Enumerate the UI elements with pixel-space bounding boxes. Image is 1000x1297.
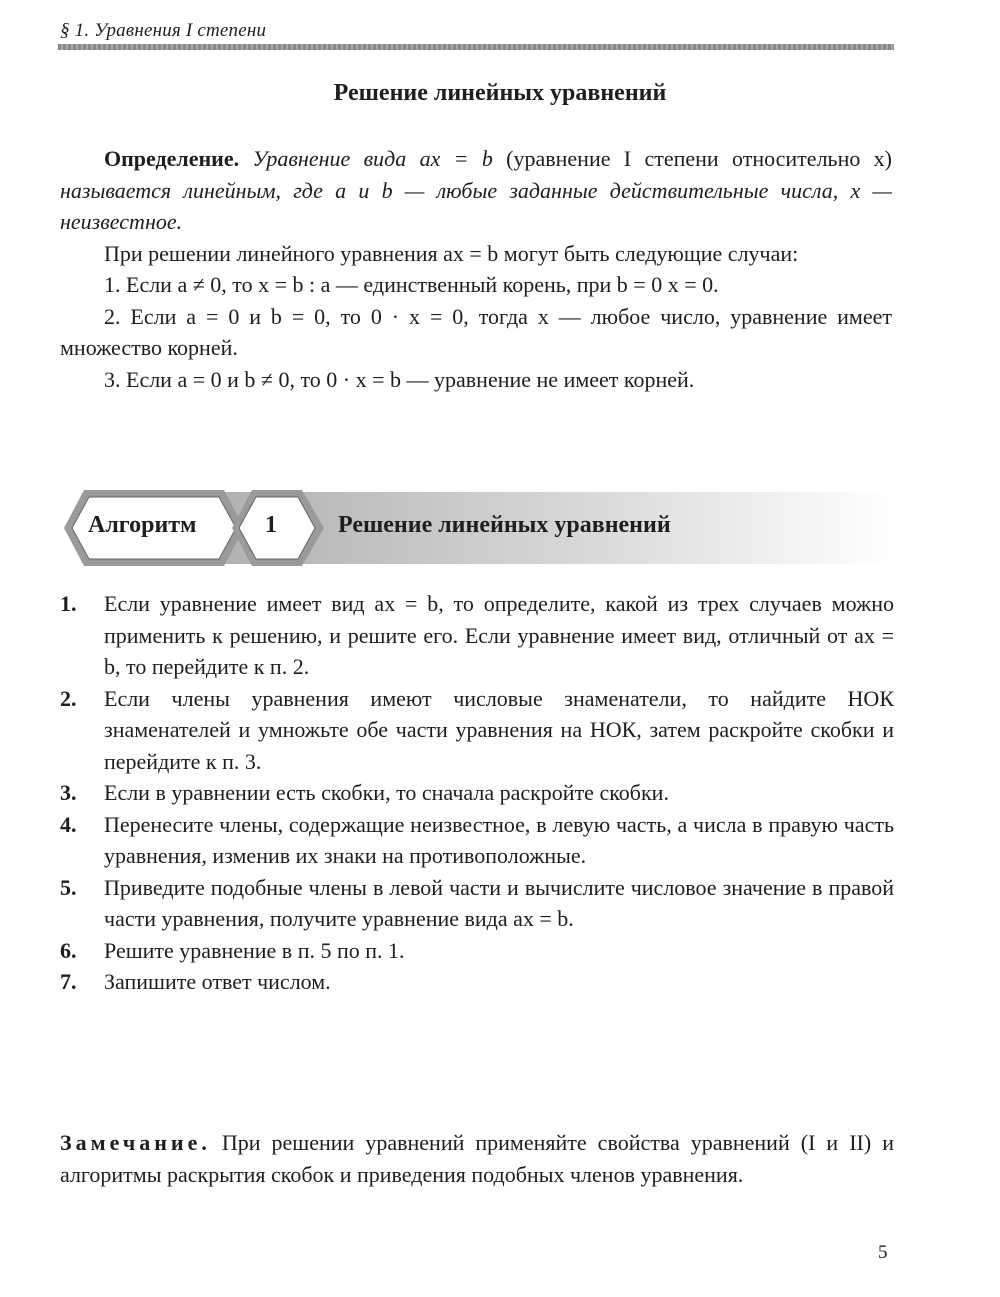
step-text: Запишите ответ числом. bbox=[104, 969, 331, 994]
step-number: 6. bbox=[60, 937, 77, 963]
header-rule bbox=[58, 44, 894, 50]
algorithm-title: Решение линейных уравнений bbox=[338, 512, 671, 538]
definition-text-1: Уравнение вида ax = b bbox=[239, 146, 493, 171]
step-2 bbox=[60, 683, 894, 778]
cases-intro: При решении линейного уравнения ax = b могут быть следующие случаи: bbox=[104, 240, 799, 266]
remark-text: При решении уравнений применяйте свойства уравнений (I и II) и алгоритмы раскрытия скобок и приведения подобных членов уравнения. bbox=[60, 1130, 894, 1187]
case-1: 1. Если a ≠ 0, то x = b : a — единственный корень, при b = 0 x = 0. bbox=[104, 272, 719, 297]
remark-paragraph bbox=[60, 1127, 894, 1190]
definition-block bbox=[60, 143, 892, 395]
step-text: Если в уравнении есть скобки, то сначала раскройте скобки. bbox=[104, 780, 669, 805]
step-6 bbox=[60, 935, 894, 967]
algorithm-number: 1 bbox=[265, 512, 277, 538]
step-text: Решите уравнение в п. 5 по п. 1. bbox=[104, 937, 405, 963]
algorithm-word: Алгоритм bbox=[88, 512, 197, 538]
step-number: 4. bbox=[60, 811, 77, 837]
step-5 bbox=[60, 872, 894, 935]
definition-label: Определение. bbox=[104, 146, 240, 171]
step-number: 7. bbox=[60, 969, 77, 994]
step-text: Перенесите члены, содержащие неизвестное, в левую часть, а числа в правую часть уравнения, изменив их знаки на противоположные. bbox=[104, 811, 894, 868]
step-number: 1. bbox=[60, 591, 77, 616]
step-1 bbox=[60, 588, 894, 683]
step-7 bbox=[60, 966, 894, 998]
step-text: Если уравнение имеет вид ax = b, то определите, какой из трех случаев можно применить к решению, и решите его. Если уравнение имеет вид, отличный от ax = b, то перейдите к п. 2. bbox=[104, 591, 894, 679]
step-text: Если члены уравнения имеют числовые знаменатели, то найдите НОК знаменателей и умножьте обе части уравнения на НОК, затем раскройте скобки и перейдите к п. 3. bbox=[104, 685, 894, 774]
case-3: 3. Если a = 0 и b ≠ 0, то 0 · x = b — уравнение не имеет корней. bbox=[104, 366, 695, 392]
step-4 bbox=[60, 809, 894, 872]
section-title: Решение линейных уравнений bbox=[333, 80, 667, 106]
definition-paragraph bbox=[60, 143, 892, 238]
running-header: § 1. Уравнения I степени bbox=[60, 20, 267, 41]
remark-label: Замечание. bbox=[60, 1130, 211, 1155]
definition-text-3: называется линейным, где a и b — любые заданные действительные числа, x — неизвестное. bbox=[60, 177, 892, 234]
algorithm-banner bbox=[62, 488, 892, 568]
algorithm-steps bbox=[60, 588, 894, 998]
step-number: 3. bbox=[60, 780, 77, 805]
case-2: 2. Если a = 0 и b = 0, то 0 · x = 0, тогда x — любое число, уравнение имеет множество корней. bbox=[60, 303, 892, 360]
step-number: 5. bbox=[60, 874, 77, 900]
step-3 bbox=[60, 777, 894, 809]
step-text: Приведите подобные члены в левой части и вычислите числовое значение в правой части уравнения, получите уравнение вида ax = b. bbox=[104, 874, 894, 931]
page-number: 5 bbox=[878, 1242, 888, 1263]
step-number: 2. bbox=[60, 685, 77, 711]
definition-text-2: (уравнение I степени относительно x) bbox=[492, 146, 892, 171]
